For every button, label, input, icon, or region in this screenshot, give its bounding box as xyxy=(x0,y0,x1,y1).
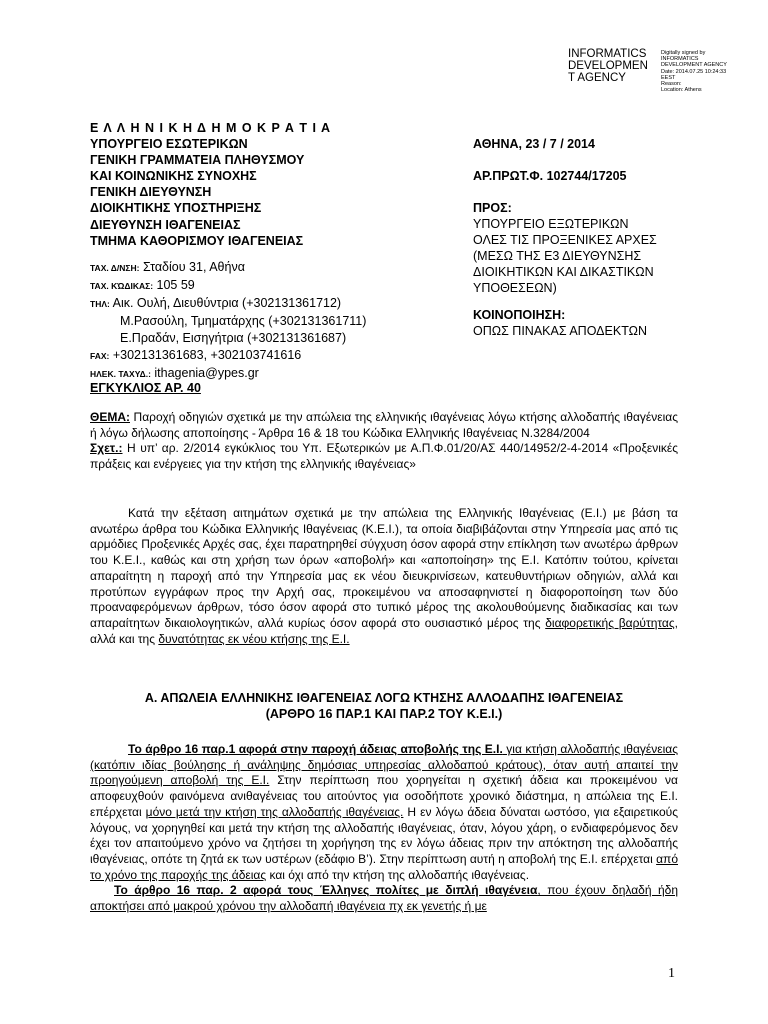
protocol-number: ΑΡ.ΠΡΩΤ.Φ. 102744/17205 xyxy=(473,169,627,183)
recipient-line: ΥΠΟΘΕΣΕΩΝ) xyxy=(473,281,557,296)
article16-1-emphasis: για κτήση αλλοδαπής ιθαγένειας (κατόπιν ιδίας βούλησης ή ανάληψης δημόσιας υπηρεσίας αλλοδαπού κράτους), όταν αυτή απαιτεί την προηγούμενη αποβολή της Ε.Ι. xyxy=(90,742,678,788)
subject-block xyxy=(90,410,678,473)
subject-label: ΘΕΜΑ: xyxy=(90,410,130,424)
contact-phone-line: Ε.Πραδάν, Εισηγήτρια (+302131361687) xyxy=(120,331,347,345)
article16-2-paragraph xyxy=(90,883,678,914)
article16-1-emphasis: από το χρόνο της παροχής της άδειας xyxy=(90,851,678,882)
signature-details xyxy=(661,50,727,93)
address-value: Σταδίου 31, Αθήνα xyxy=(139,260,245,274)
republic-title: Ε Λ Λ Η Ν Ι Κ Η Δ Η Μ Ο Κ Ρ Α Τ Ι Α xyxy=(90,121,331,135)
section-a-title: Α. ΑΠΩΛΕΙΑ ΕΛΛΗΝΙΚΗΣ ΙΘΑΓΕΝΕΙΑΣ ΛΟΓΩ ΚΤΗΣΗΣ ΑΛΛΟΔΑΠΗΣ ΙΘΑΓΕΝΕΙΑΣ xyxy=(144,691,624,705)
article16-2-emphasis: , που έχουν δηλαδή ήδη αποκτήσει από μακρού χρόνου την αλλοδαπή ιθαγένεια πχ εκ γενετής ή με xyxy=(90,883,678,914)
cc-line: ΟΠΩΣ ΠΙΝΑΚΑΣ ΑΠΟΔΕΚΤΩΝ xyxy=(473,324,647,339)
subject-text: Παροχή οδηγιών σχετικά με την απώλεια της ελληνικής ιθαγένειας λόγω κτήσης αλλοδαπής ιθαγένειας ή λόγω δήλωσης αποποίησης - Άρθρα 16 & 18 του Κώδικα Ελληνικής Ιθαγένειας Ν.3284/2004 xyxy=(90,410,678,440)
contact-phone-line: Μ.Ρασούλη, Τμηματάρχης (+302131361711) xyxy=(120,314,367,328)
phone-value: Αικ. Ουλή, Διευθύντρια (+302131361712) xyxy=(109,296,342,310)
signature-detail-line: DEVELOPMENT AGENCY xyxy=(661,62,727,69)
cc-block xyxy=(473,307,647,339)
signature-agency-line: INFORMATICS xyxy=(568,48,647,60)
subject-paragraph xyxy=(90,410,678,441)
recipient-line: ΟΛΕΣ ΤΙΣ ΠΡΟΞΕΝΙΚΕΣ ΑΡΧΕΣ xyxy=(473,233,657,248)
section-a-heading xyxy=(90,690,678,722)
circular-number: ΕΓΚΥΚΛΙΟΣ ΑΡ. 40 xyxy=(90,381,201,395)
header-line: ΚΑΙ ΚΟΙΝΩΝΙΚΗΣ ΣΥΝΟΧΗΣ xyxy=(90,169,257,184)
header-line: ΔΙΕΥΘΥΝΣΗ ΙΘΑΓΕΝΕΙΑΣ xyxy=(90,217,241,232)
reference-text: Η υπ’ αρ. 2/2014 εγκύκλιος του Υπ. Εξωτερικών με Α.Π.Φ.01/20/ΑΣ 440/14952/2-4-2014 «Προξενικές πράξεις και ενέργειες για την κτήση της ελληνικής ιθαγένειας» xyxy=(90,441,678,472)
contact-details xyxy=(90,259,366,383)
cc-label: ΚΟΙΝΟΠΟΙΗΣΗ: xyxy=(473,308,566,322)
postcode-value: 105 59 xyxy=(153,278,195,292)
issuer-header xyxy=(90,120,331,249)
recipients-label: ΠΡΟΣ: xyxy=(473,201,512,215)
signature-detail-line: Reason: xyxy=(661,81,682,88)
contact-fax xyxy=(90,347,366,365)
signature-detail-line: Digitally signed by xyxy=(661,50,706,56)
intro-emphasis: διαφορετικής βαρύτητας xyxy=(545,615,675,630)
article16-1-emphasis: μόνο μετά την κτήση της αλλοδαπής ιθαγένειας. xyxy=(145,804,404,819)
header-line: ΔΙΟΙΚΗΤΙΚΗΣ ΥΠΟΣΤΗΡΙΞΗΣ xyxy=(90,201,262,216)
fax-value: +302131361683, +302103741616 xyxy=(109,348,302,362)
signature-agency xyxy=(568,48,648,84)
page-number: 1 xyxy=(668,966,675,981)
email-value: ithagenia@ypes.gr xyxy=(150,366,259,380)
intro-text: Κατά την εξέταση αιτημάτων σχετικά με την απώλεια της Ελληνικής Ιθαγένειας (Ε.Ι.) με βάση τα ανωτέρω άρθρα του Κώδικα Ελληνικής Ιθαγένειας (Κ.Ε.Ι.), τα οποία διαβιβάζονται στην Υπηρεσία μας από τις αρμόδιες Προξενικές Αρχές σας, έχει παρατηρηθεί σύγχυση όσον αφορά στην επίκληση των ανωτέρω άρθρων του Κ.Ε.Ι., καθώς και στη χρήση των όρων «αποβολή» και «αποποίηση» της Ε.Ι. Κατόπιν τούτου, κρίνεται απαραίτητη η παροχή από την Υπηρεσία μας εκ νέου διευκρινίσεων, κατευθυντήριων οδηγιών, αλλά και προτύπων εγγράφων προς την Αρχή σας, προκειμένου να αποσαφηνιστεί η διαφοροποίηση των δύο προαναφερόμενων άρθρων, τόσο όσον αφορά στο τυπικό μέρος της ακολουθούμενης διαδικασίας και των απαραίτητων δικαιολογητικών, αλλά κυρίως όσον αφορά στο ουσιαστικό μέρος της xyxy=(90,506,678,630)
postcode-label: ΤΑΧ. ΚΏΔΙΚΑΣ: xyxy=(90,281,154,291)
signature-agency-line: T AGENCY xyxy=(568,72,626,84)
article16-1-text: Στην περίπτωση που χορηγείται η σχετική άδεια και προκειμένου να αποφευχθούν φαινόμενα ανιθαγένειας του αιτούντος για οσοδήποτε χρονικό διάστημα, η απώλεια της Ε.Ι. επέρχεται xyxy=(90,773,678,819)
reference-paragraph xyxy=(90,441,678,472)
intro-text: , αλλά και της xyxy=(90,615,679,646)
contact-postcode xyxy=(90,277,366,295)
recipient-line: ΥΠΟΥΡΓΕΙΟ ΕΞΩΤΕΡΙΚΩΝ xyxy=(473,217,629,232)
signature-agency-line: DEVELOPMEN xyxy=(568,60,648,72)
signature-detail-line: Location: Athens xyxy=(661,87,702,94)
reference-label: Σχετ.: xyxy=(90,441,123,456)
fax-label: FAX: xyxy=(90,351,110,361)
signature-detail-line: EEST xyxy=(661,74,676,81)
signature-detail-line: INFORMATICS xyxy=(661,56,699,63)
section-a-subtitle: (ΑΡΘΡΟ 16 ΠΑΡ.1 ΚΑΙ ΠΑΡ.2 ΤΟΥ Κ.Ε.Ι.) xyxy=(265,707,503,721)
intro-emphasis: δυνατότητας εκ νέου κτήσης της Ε.Ι. xyxy=(158,631,350,646)
header-line: ΥΠΟΥΡΓΕΙΟ ΕΣΩΤΕΡΙΚΩΝ xyxy=(90,137,248,152)
address-label: ΤΑΧ. Δ/ΝΣΗ: xyxy=(90,263,140,273)
header-line: ΓΕΝΙΚΗ ΓΡΑΜΜΑΤΕΙΑ ΠΛΗΘΥΣΜΟΥ xyxy=(90,153,305,168)
article16-1-text: και όχι από την κτήση της αλλοδαπής ιθαγένειας. xyxy=(266,867,530,882)
article16-1-lead: Το άρθρο 16 παρ.1 αφορά στην παροχή άδειας αποβολής της Ε.Ι. xyxy=(128,742,503,756)
recipient-line: (ΜΕΣΩ ΤΗΣ Ε3 ΔΙΕΥΘΥΝΣΗΣ xyxy=(473,249,642,264)
phone-label: ΤΗΛ: xyxy=(90,299,110,309)
document-date: ΑΘΗΝΑ, 23 / 7 / 2014 xyxy=(473,137,595,151)
signature-detail-line: Date: 2014.07.25 10:24:33 xyxy=(661,68,727,75)
article16-1-text: Η εν λόγω άδεια δύναται ωστόσο, για εξαιρετικούς λόγους, να χορηγηθεί και μετά την κτήση της αλλοδαπής ιθαγένειας, όταν, λόγου χάρη, ο ενδιαφερόμενος δεν έχει τον απαιτούμενο χρόνο να ζητήσει τη χορήγηση της εν λόγω άδειας πριν την απόκτηση της αλλοδαπής ιθαγένειας, οπότε τη ζητά εκ των υστέρων (εδάφιο Β’). Στην περίπτωση αυτή η αποβολή της Ε.Ι. επέρχεται xyxy=(90,804,679,866)
contact-address xyxy=(90,259,366,277)
article16-1-paragraph xyxy=(90,742,678,883)
article16-block xyxy=(90,742,678,915)
header-line: ΓΕΝΙΚΗ ΔΙΕΥΘΥΝΣΗ xyxy=(90,185,212,200)
recipients-block xyxy=(473,200,657,297)
intro-block xyxy=(90,506,678,647)
header-line: ΤΜΗΜΑ ΚΑΘΟΡΙΣΜΟΥ ΙΘΑΓΕΝΕΙΑΣ xyxy=(90,233,304,248)
email-label: ΗΛΕΚ. ΤΑΧΥΔ.: xyxy=(90,369,151,379)
recipient-line: ΔΙΟΙΚΗΤΙΚΩΝ ΚΑΙ ΔΙΚΑΣΤΙΚΩΝ xyxy=(473,265,654,280)
contact-phone xyxy=(90,295,366,313)
intro-paragraph xyxy=(90,506,678,647)
article16-2-lead: Το άρθρο 16 παρ. 2 αφορά τους Έλληνες πολίτες με διπλή ιθαγένεια xyxy=(114,883,538,898)
